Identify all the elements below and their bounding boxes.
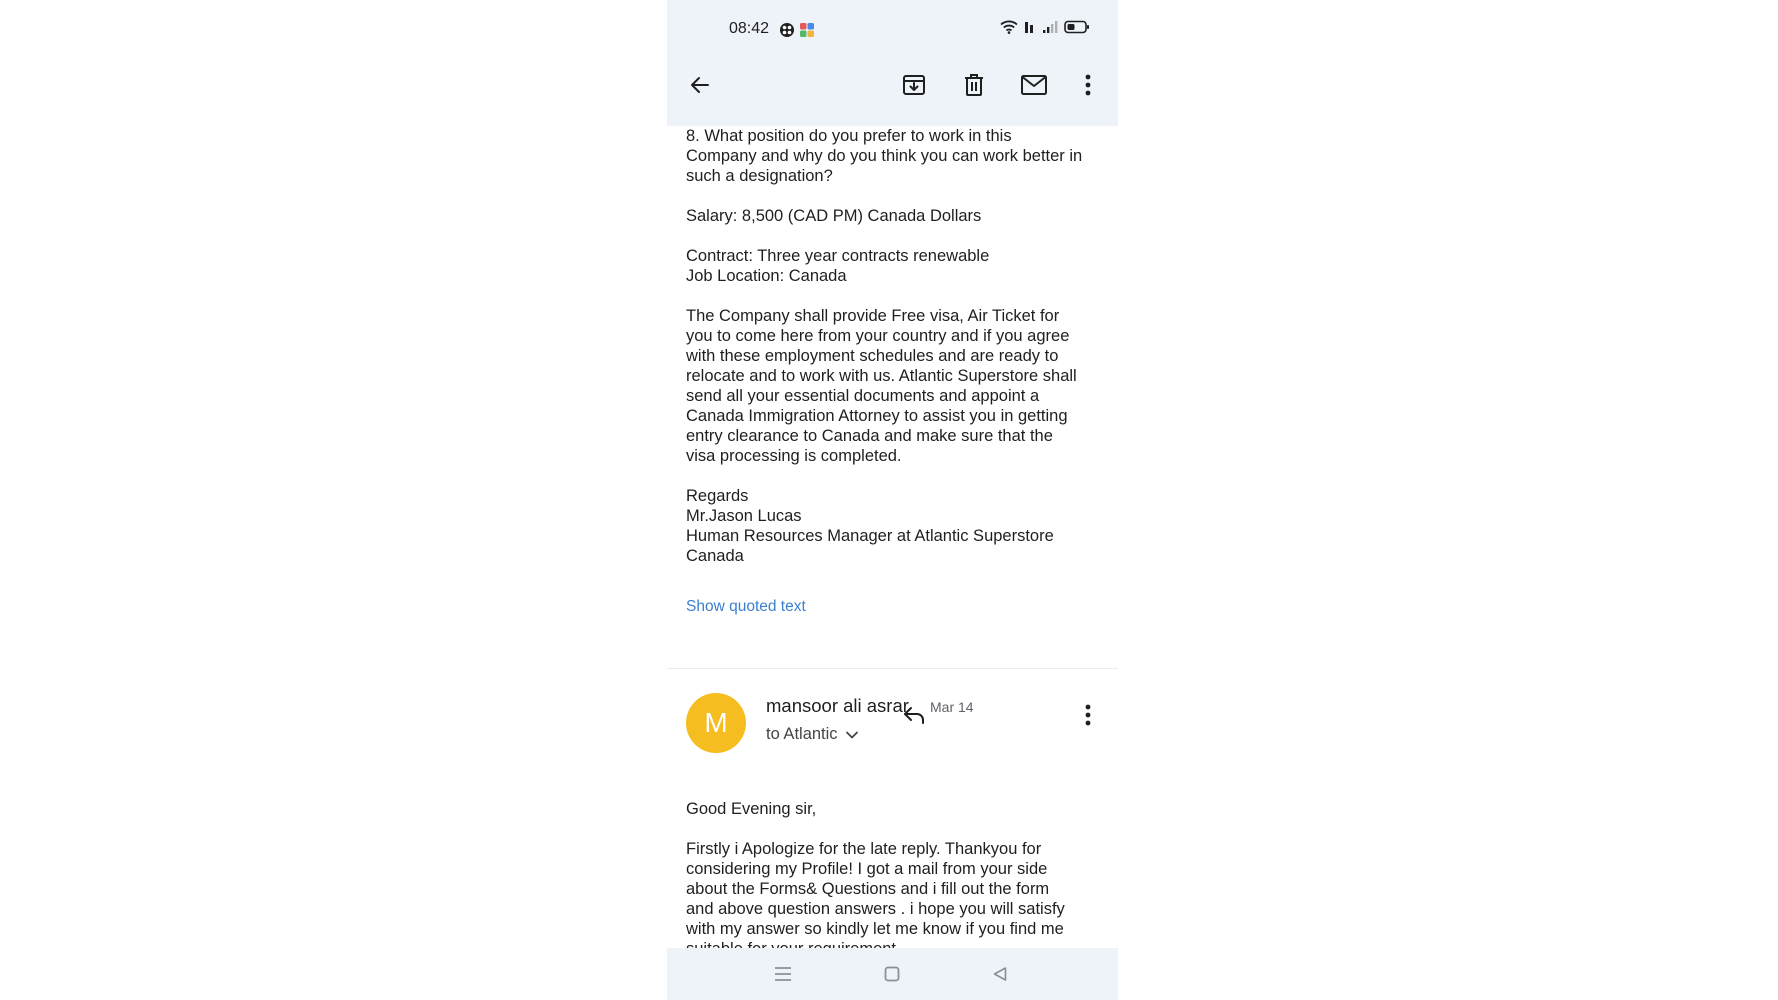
paragraph-salary: Salary: 8,500 (CAD PM) Canada Dollars — [686, 207, 982, 225]
battery-icon — [1064, 20, 1090, 34]
delete-button[interactable] — [956, 67, 992, 103]
recipient-details-toggle[interactable] — [766, 725, 858, 744]
sender-name: mansoor ali asrar — [766, 695, 909, 716]
menu-lines-icon — [774, 966, 792, 982]
paragraph-signature: Regards Mr.Jason Lucas Human Resources Manager at Atlantic Superstore Canada — [686, 487, 1054, 565]
more-vert-icon — [1084, 703, 1092, 727]
app-toolbar — [667, 62, 1118, 112]
status-bar — [667, 0, 1118, 60]
show-quoted-text-link[interactable]: Show quoted text — [686, 598, 806, 615]
status-icons — [1000, 20, 1090, 34]
reply-greeting: Good Evening sir, — [686, 800, 817, 818]
message-date: Mar 14 — [930, 699, 974, 715]
reply-button[interactable] — [896, 697, 932, 733]
email-thread[interactable] — [667, 126, 1118, 948]
first-message-body — [686, 126, 1101, 586]
message-divider — [667, 668, 1118, 669]
notification-app-icon — [779, 22, 795, 38]
mark-unread-button[interactable] — [1016, 67, 1052, 103]
phone-screen — [667, 0, 1118, 1000]
archive-icon — [901, 72, 927, 98]
cell-signal-icon — [1042, 20, 1058, 34]
top-bar — [667, 0, 1118, 126]
data-signal-icon — [1024, 20, 1036, 34]
message-more-button[interactable] — [1070, 697, 1106, 733]
chevron-down-icon — [846, 731, 858, 739]
system-navigation-bar — [667, 948, 1118, 1000]
more-vert-icon — [1084, 73, 1092, 97]
archive-button[interactable] — [896, 67, 932, 103]
reply-paragraph: Firstly i Apologize for the late reply. Thankyou for considering my Profile! I got a mail from your side about the Forms& Questions and i fill out the form and above question answers . i hope you will satisfy with my answer so kindly let me know if you find me — [686, 840, 1065, 938]
avatar-letter: M — [704, 707, 728, 738]
notification-grid-icon — [799, 22, 815, 38]
notification-icons — [779, 22, 815, 38]
back-button[interactable] — [682, 67, 718, 103]
recents-nav-button[interactable] — [765, 956, 801, 992]
home-square-icon — [884, 966, 900, 982]
paragraph-contract: Contract: Three year contracts renewable Job Location: Canada — [686, 247, 990, 285]
reply-icon — [902, 705, 926, 725]
back-arrow-icon — [688, 73, 712, 97]
mark-unread-icon — [1020, 74, 1048, 96]
recipient-label: to Atlantic — [766, 725, 838, 743]
wifi-icon — [1000, 20, 1018, 34]
more-options-button[interactable] — [1070, 67, 1106, 103]
back-nav-button[interactable] — [982, 956, 1018, 992]
home-nav-button[interactable] — [874, 956, 910, 992]
back-triangle-icon — [992, 966, 1008, 982]
paragraph-question: 8. What position do you prefer to work in this Company and why do you think you can work better in such a designation? — [686, 127, 1083, 185]
avatar[interactable] — [686, 693, 746, 753]
paragraph-visa: The Company shall provide Free visa, Air Ticket for you to come here from your country and if you agree with these employment schedules and are ready to relocate and to work with us. Atlantic Superstore shall send all your essential documents and appoint a Canada Immigration Attorney to assist you in getting entry clearance to Canada and make sure that the visa processing is completed. — [686, 307, 1077, 465]
status-time: 08:42 — [729, 20, 770, 37]
delete-icon — [962, 72, 986, 98]
